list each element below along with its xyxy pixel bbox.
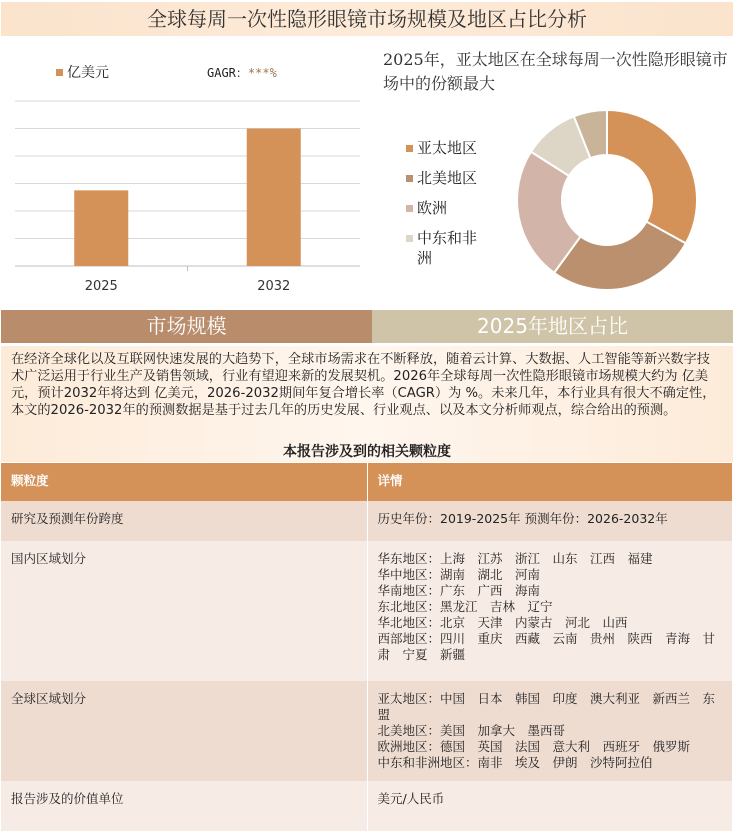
page-title: 全球每周一次性隐形眼镜市场规模及地区占比分析 xyxy=(1,2,733,36)
banner-market-size: 市场规模 xyxy=(1,310,372,343)
table-header xyxy=(1,463,733,501)
pie-legend-label: 中东和非洲 xyxy=(417,229,478,267)
banner-region-share: 2025年地区占比 xyxy=(372,310,733,343)
detail-line: 西部地区：四川 重庆 西藏 云南 贵州 陕西 青海 甘肃 宁夏 新疆 xyxy=(377,631,716,662)
detail-line: 华中地区：湖南 湖北 河南 xyxy=(377,567,541,582)
pie-title: 2025年，亚太地区在全球每周一次性隐形眼镜市场中的份额最大 xyxy=(383,50,728,93)
row-label: 全球区域划分 xyxy=(1,681,367,781)
legend-swatch xyxy=(406,145,413,152)
pie-legend-label: 欧洲 xyxy=(417,199,448,217)
pie-legend-label: 北美地区 xyxy=(417,169,478,187)
row-details xyxy=(367,541,733,681)
detail-line: 北美地区：美国 加拿大 墨西哥 xyxy=(377,723,566,738)
table-row xyxy=(1,541,733,681)
pie-legend-item xyxy=(406,168,486,188)
detail-line: 亚太地区：中国 日本 韩国 印度 澳大利亚 新西兰 东盟 xyxy=(377,691,716,722)
row-details xyxy=(367,781,733,831)
table-row xyxy=(1,781,733,831)
detail-line: 欧洲地区：德国 英国 法国 意大利 西班牙 俄罗斯 xyxy=(377,739,691,754)
pie-legend-item xyxy=(406,198,486,218)
legend-swatch xyxy=(406,175,413,182)
legend-swatch xyxy=(56,69,63,76)
bar-chart xyxy=(0,90,370,305)
intro-paragraph: 在经济全球化以及互联网快速发展的大趋势下，全球市场需求在不断释放，随着云计算、大数据、人工智能等新兴数字技术广泛运用于行业生产及销售领域，行业有望迎来新的发展契机。2026年全球每周一次性隐形眼镜市场规模大约为 亿美元，预计2032年将达到 亿美元，2026-2032期间年复合增长率（CAGR）为 %。未来几年，本行业具有很大不确定性，本文的2026-2032年的预测数据是基于过去几年的历史发展、行业观点、以及本文分析师观点，综合给出的预测。 xyxy=(1,346,733,462)
pie-legend-item xyxy=(406,228,486,268)
legend-swatch xyxy=(406,235,413,242)
table-row xyxy=(1,681,733,781)
gagr-label xyxy=(207,64,277,81)
row-details xyxy=(367,681,733,781)
bar-2032 xyxy=(247,129,301,267)
detail-line: 历史年份：2019-2025年 预测年份：2026-2032年 xyxy=(377,511,668,526)
header-details: 详情 xyxy=(367,463,733,501)
gagr-key: GAGR： xyxy=(207,66,248,80)
x-tick-label: 2025 xyxy=(84,279,118,294)
detail-line: 华北地区：北京 天津 内蒙古 河北 山西 xyxy=(377,615,628,630)
bar-2025 xyxy=(74,190,128,266)
detail-line: 华东地区：上海 江苏 浙江 山东 江西 福建 xyxy=(377,551,653,566)
pie-legend-item xyxy=(406,138,486,158)
row-details xyxy=(367,501,733,541)
pie-legend-label: 亚太地区 xyxy=(417,139,478,157)
bar-legend-label: 亿美元 xyxy=(67,65,109,81)
detail-line: 中东和非洲地区：南非 埃及 伊朗 沙特阿拉伯 xyxy=(377,755,653,770)
legend-swatch xyxy=(406,205,413,212)
donut-slice-亚太地区 xyxy=(607,110,697,243)
bar-legend xyxy=(56,62,109,82)
donut-chart xyxy=(500,100,710,300)
table-title: 本报告涉及到的相关颗粒度 xyxy=(283,444,451,460)
header-granularity: 颗粒度 xyxy=(1,463,367,501)
gagr-value: ***% xyxy=(247,66,277,80)
row-label: 研究及预测年份跨度 xyxy=(1,501,367,541)
detail-line: 华南地区：广东 广西 海南 xyxy=(377,583,541,598)
row-label: 报告涉及的价值单位 xyxy=(1,781,367,831)
table-row xyxy=(1,501,733,541)
x-tick-label: 2032 xyxy=(257,279,291,294)
detail-line: 东北地区：黑龙江 吉林 辽宁 xyxy=(377,599,553,614)
row-label: 国内区域划分 xyxy=(1,541,367,681)
detail-line: 美元/人民币 xyxy=(377,791,445,806)
granularity-table xyxy=(1,463,733,831)
